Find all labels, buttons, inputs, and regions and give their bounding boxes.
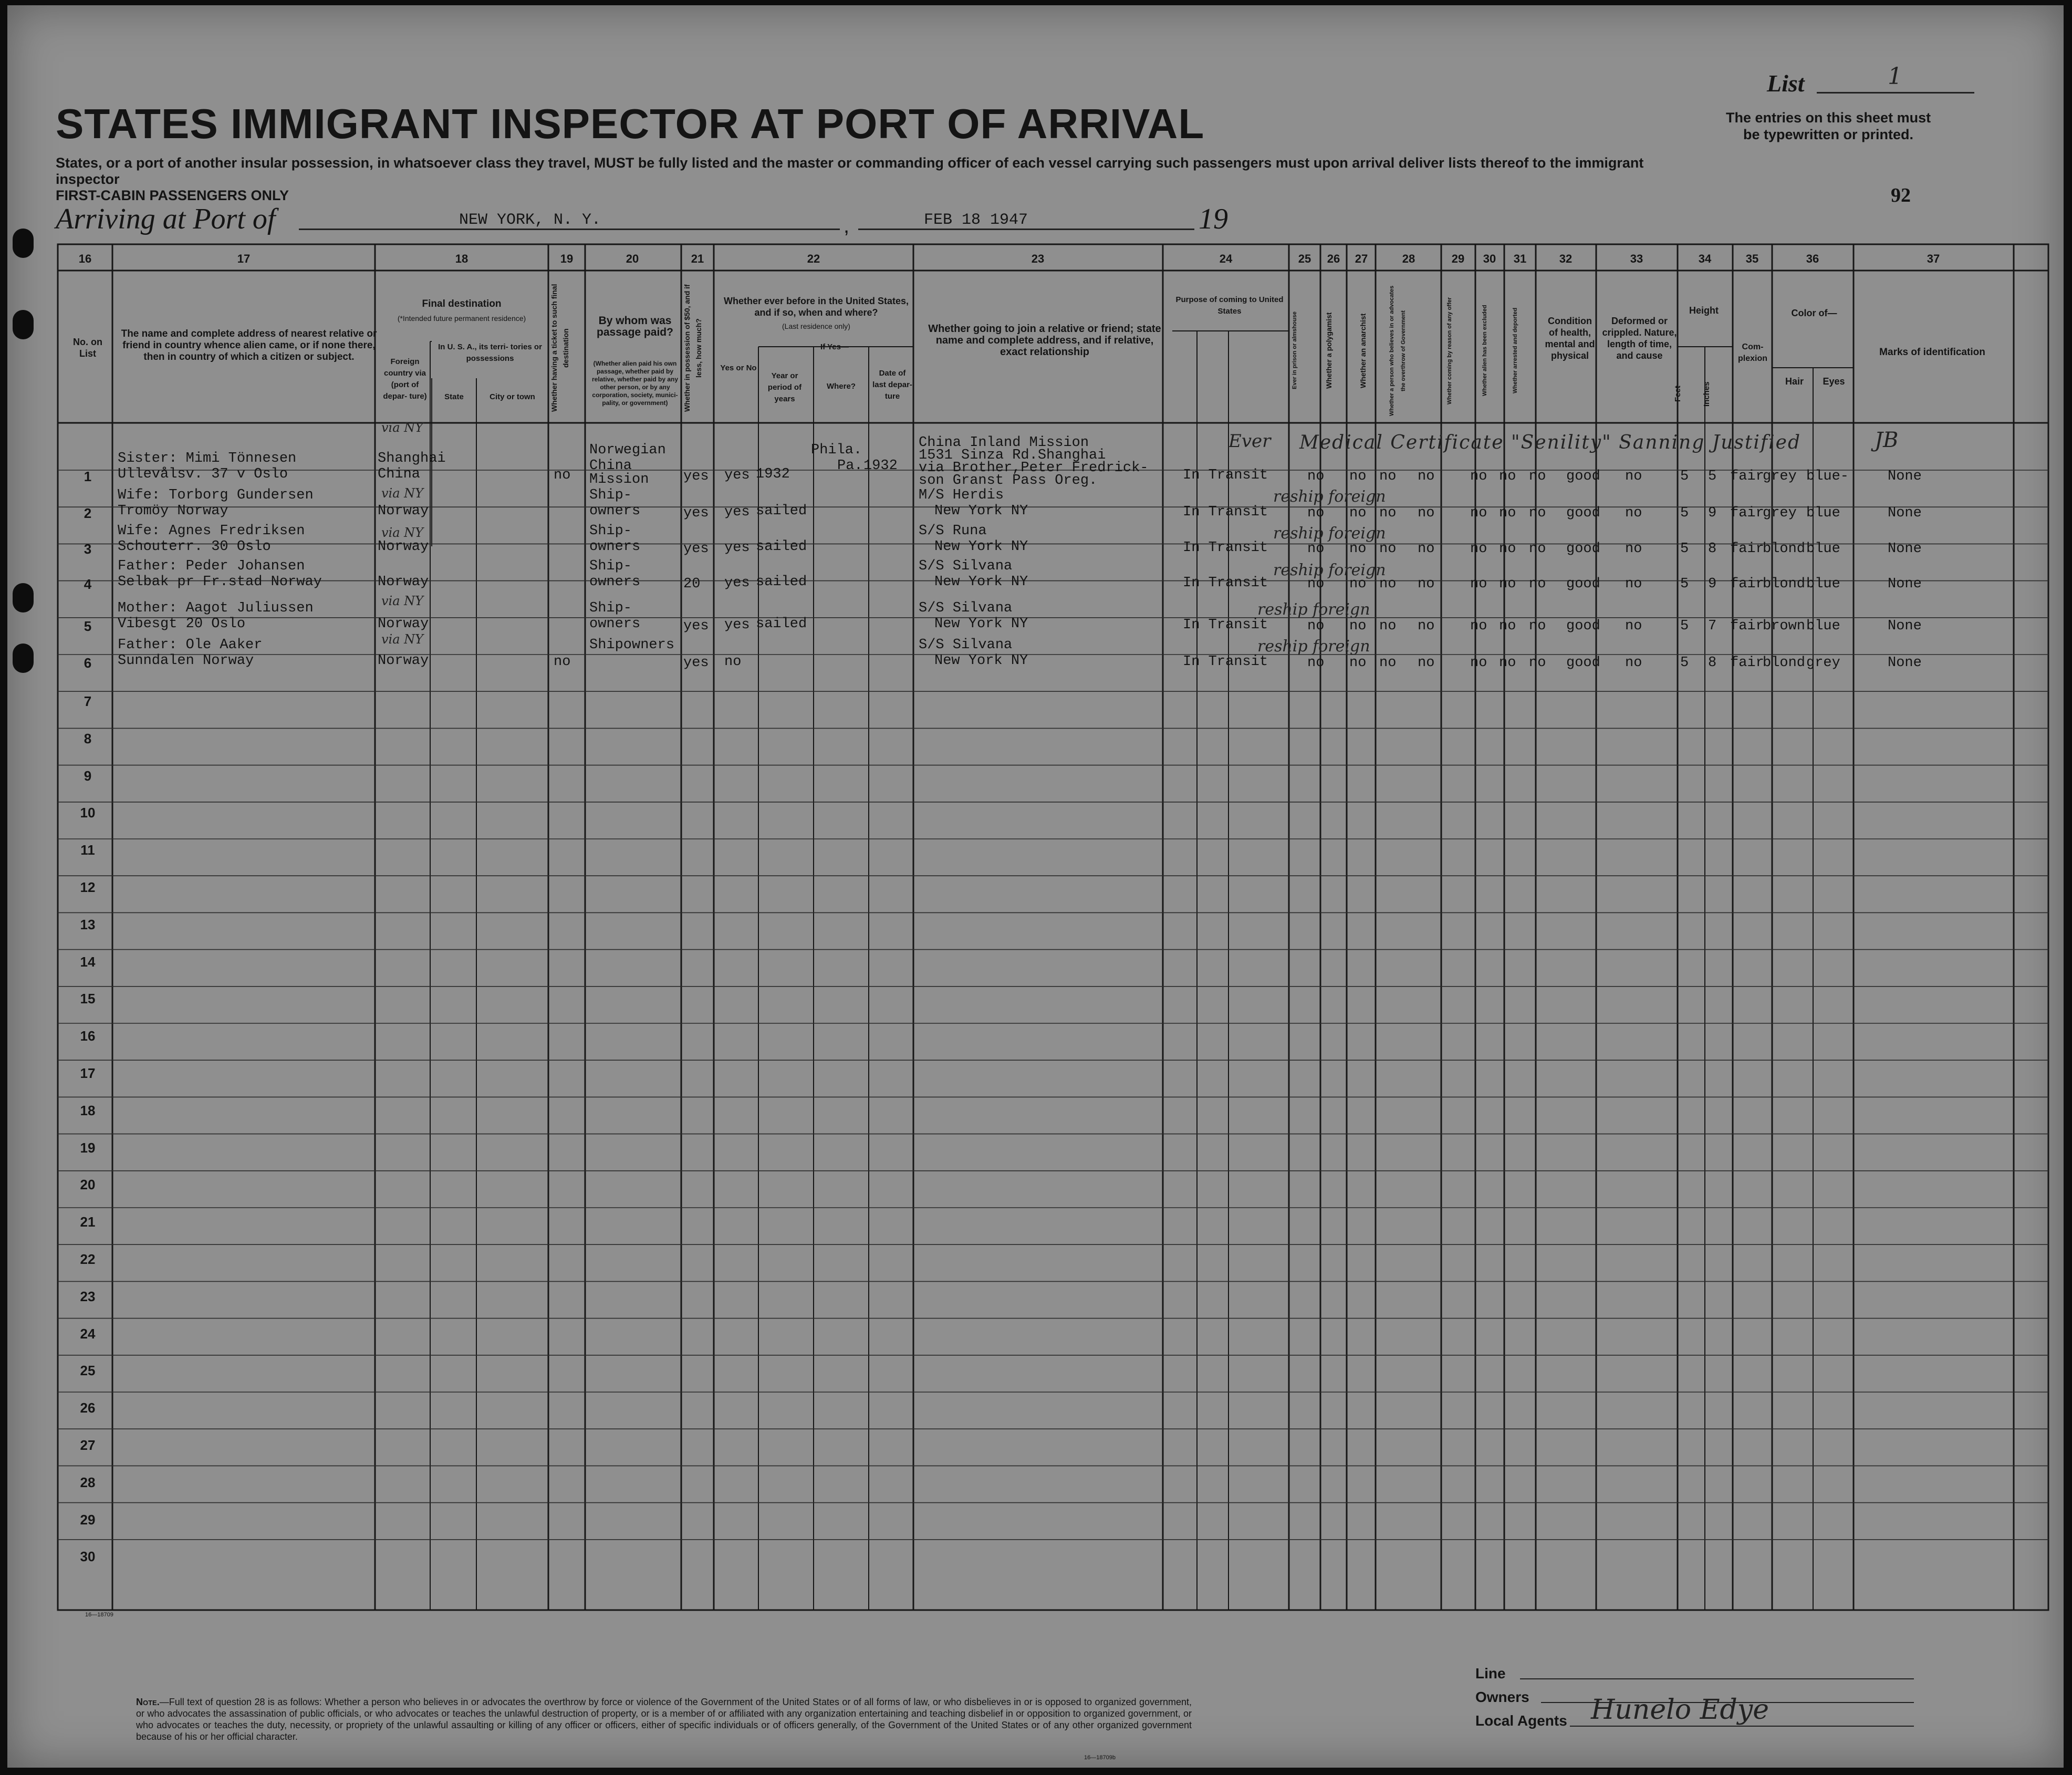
- list-note-line: The entries on this sheet must: [1726, 110, 1931, 126]
- col18-subheader: (*Intended future permanent residence): [397, 314, 526, 323]
- foreign-country: Norway: [378, 653, 429, 669]
- col28-header: Whether a person who believes in or advocates the overthrow of Government: [1389, 285, 1407, 416]
- col22-year-header: Year or period of years: [767, 371, 802, 403]
- deformed-value: no: [1625, 541, 1642, 557]
- hair-color: blond: [1763, 655, 1806, 671]
- passage-paid: Mission: [589, 472, 649, 487]
- height-inches: 5: [1708, 469, 1717, 484]
- health-value: good: [1566, 576, 1600, 592]
- joining-info: son Granst Pass Oreg.: [919, 473, 1098, 489]
- relative-address: Ullevålsv. 37 v Oslo: [118, 466, 288, 482]
- row-number: 2: [84, 505, 92, 521]
- health-value: good: [1566, 469, 1600, 484]
- relative-name: Mother: Aagot Juliussen: [118, 600, 314, 616]
- height-inches: 8: [1708, 541, 1717, 557]
- row-number: 30: [80, 1549, 96, 1565]
- handwritten-annotation: via NY: [381, 594, 424, 608]
- column-number: 37: [1927, 252, 1940, 265]
- purpose-value: In Transit: [1183, 654, 1268, 670]
- col25-header: Ever in prison or almshouse: [1292, 312, 1298, 390]
- list-label: List: [1767, 70, 1805, 97]
- col26-header: Whether a polygamist: [1325, 312, 1333, 389]
- excluded-value: no: [1499, 576, 1516, 592]
- overthrow-value: no: [1418, 576, 1435, 592]
- col17-header: The name and complete address of nearest relative or friend in country whence alien came, or if none there, then in country of which a citizen or subject.: [121, 328, 377, 362]
- comma-separator: ,: [844, 214, 850, 237]
- deported-value: no: [1529, 618, 1546, 634]
- row-number: 6: [84, 655, 92, 671]
- column-number: 19: [560, 252, 574, 265]
- joining-info: S/S Silvana: [919, 558, 1013, 574]
- column-number: 29: [1451, 252, 1465, 265]
- year-prefix: 19: [1199, 203, 1228, 235]
- passage-paid: Norwegian: [589, 442, 666, 458]
- column-number: 21: [691, 252, 704, 265]
- prison-value: no: [1307, 618, 1325, 634]
- overthrow-value: no: [1418, 505, 1435, 521]
- identification-marks: None: [1888, 576, 1922, 592]
- hair-color: grey: [1763, 469, 1797, 484]
- where-value: Pa.: [837, 458, 863, 474]
- col30-header: Whether alien has been excluded: [1482, 305, 1488, 397]
- hair-color: grey: [1763, 505, 1797, 521]
- row-number: 24: [80, 1325, 96, 1342]
- identification-marks: None: [1888, 505, 1922, 521]
- identification-marks: None: [1888, 655, 1922, 671]
- col33-header: Deformed or crippled. Nature, length of time, and cause: [1602, 316, 1677, 361]
- col36-hair-header: Hair: [1785, 376, 1804, 387]
- identification-marks: None: [1888, 469, 1922, 484]
- joining-info: China Inland Mission: [919, 435, 1089, 451]
- relative-address: Vibesgt 20 Oslo: [118, 616, 246, 632]
- passage-paid: China: [589, 458, 632, 474]
- fifty-dollars-value: yes: [683, 505, 709, 521]
- offer-value: no: [1470, 618, 1487, 634]
- identification-marks: None: [1888, 541, 1922, 557]
- handwritten-annotation: Ever: [1228, 431, 1271, 452]
- relative-name: Father: Peder Johansen: [118, 558, 305, 574]
- row-number: 22: [80, 1251, 96, 1267]
- prison-value: no: [1307, 576, 1325, 592]
- health-value: good: [1566, 505, 1600, 521]
- page-title: STATES IMMIGRANT INSPECTOR AT PORT OF ARRIVAL: [56, 100, 1205, 147]
- row-number: 12: [80, 879, 96, 895]
- row-number: 7: [84, 693, 92, 709]
- row-number: 3: [84, 541, 92, 557]
- purpose-value: In Transit: [1183, 617, 1268, 633]
- height-feet: 5: [1680, 576, 1689, 592]
- page-number: 92: [1891, 184, 1911, 206]
- form-number: 16—18709: [85, 1612, 113, 1618]
- joining-info: via Brother,Peter Fredrick-: [919, 460, 1149, 476]
- col22-where-header: Where?: [826, 382, 856, 391]
- handwritten-annotation: reship foreign: [1273, 524, 1386, 543]
- year-value: 1932: [756, 466, 790, 482]
- column-number: 17: [237, 252, 251, 265]
- foreign-country: China: [378, 466, 421, 482]
- height-inches: 9: [1708, 576, 1717, 592]
- relative-name: Wife: Torborg Gundersen: [118, 487, 314, 503]
- excluded-value: no: [1499, 505, 1516, 521]
- passage-paid: owners: [589, 574, 641, 590]
- offer-value: no: [1470, 541, 1487, 557]
- row-number: 28: [80, 1474, 96, 1490]
- polygamist-value: no: [1349, 505, 1367, 521]
- column-number: 33: [1630, 252, 1643, 265]
- hair-color: blond: [1763, 541, 1806, 557]
- passage-paid: owners: [589, 539, 641, 555]
- fifty-dollars-value: yes: [683, 618, 709, 634]
- health-value: good: [1566, 541, 1600, 557]
- hair-color: blond: [1763, 576, 1806, 592]
- joining-info: New York NY: [934, 574, 1028, 590]
- eye-color: grey: [1806, 655, 1840, 671]
- polygamist-value: no: [1349, 541, 1367, 557]
- row-number: 26: [80, 1400, 96, 1416]
- manifest-sheet: [7, 5, 2064, 1768]
- joining-info: S/S Silvana: [919, 600, 1013, 616]
- line-label: Line: [1475, 1665, 1506, 1681]
- handwritten-annotation: via NY: [381, 420, 424, 435]
- complexion-value: fair: [1730, 576, 1764, 592]
- joining-info: S/S Silvana: [919, 637, 1013, 653]
- offer-value: no: [1470, 655, 1487, 671]
- foreign-country: Norway: [378, 503, 429, 519]
- prison-value: no: [1307, 469, 1325, 484]
- col18-city-header: City or town: [490, 392, 535, 401]
- joining-info: S/S Runa: [919, 523, 987, 539]
- hair-color: brown: [1763, 618, 1806, 634]
- column-number: 36: [1806, 252, 1819, 265]
- overthrow-value: no: [1418, 655, 1435, 671]
- joining-info: New York NY: [934, 503, 1028, 519]
- note-form-number: 16—18709b: [1084, 1755, 1116, 1761]
- joining-info: 1531 Sinza Rd.Shanghai: [919, 448, 1106, 463]
- health-value: good: [1566, 655, 1600, 671]
- before-in-us: yes: [724, 468, 750, 483]
- passage-paid: Ship-: [589, 600, 632, 616]
- purpose-value: In Transit: [1183, 504, 1268, 520]
- excluded-value: no: [1499, 541, 1516, 557]
- deformed-value: no: [1625, 576, 1642, 592]
- column-number: 20: [626, 252, 639, 265]
- polygamist-value: no: [1349, 576, 1367, 592]
- handwritten-annotation: via NY: [381, 632, 424, 647]
- row-number: 20: [80, 1177, 96, 1193]
- where-value: Phila.: [811, 442, 862, 458]
- passage-paid: Ship-: [589, 558, 632, 574]
- col18-state-header: State: [444, 392, 464, 401]
- passage-paid: Ship-: [589, 487, 632, 503]
- row-number: 21: [80, 1214, 96, 1230]
- anarchist-value: no: [1379, 655, 1397, 671]
- row-number: 16: [80, 1028, 96, 1044]
- overthrow-value: no: [1418, 541, 1435, 557]
- question-28-note: [136, 1696, 1192, 1742]
- column-number: 32: [1559, 252, 1573, 265]
- before-in-us: yes: [724, 504, 750, 520]
- col16-header: No. on List: [73, 337, 102, 359]
- prison-value: no: [1307, 655, 1325, 671]
- handwritten-annotation: reship foreign: [1257, 600, 1370, 619]
- col32-header: Condition of health, mental and physical: [1545, 316, 1595, 361]
- purpose-value: In Transit: [1183, 468, 1268, 483]
- anarchist-value: no: [1379, 469, 1397, 484]
- col36-eyes-header: Eyes: [1823, 376, 1845, 387]
- year-value: sailed: [756, 574, 807, 590]
- row-number: 17: [80, 1065, 96, 1081]
- height-feet: 5: [1680, 618, 1689, 634]
- agents-label: Local Agents: [1475, 1712, 1567, 1729]
- col22-subheader: (Last residence only): [782, 322, 850, 330]
- relative-name: Wife: Agnes Fredriksen: [118, 523, 305, 539]
- port-value: NEW YORK, N. Y.: [459, 211, 601, 229]
- row-number: 29: [80, 1511, 96, 1528]
- ticket-value: no: [554, 654, 571, 670]
- offer-value: no: [1470, 469, 1487, 484]
- anarchist-value: no: [1379, 618, 1397, 634]
- anarchist-value: no: [1379, 576, 1397, 592]
- column-number: 34: [1698, 252, 1712, 265]
- anarchist-value: no: [1379, 541, 1397, 557]
- excluded-value: no: [1499, 618, 1516, 634]
- handwritten-annotation: JB: [1875, 428, 1899, 452]
- relative-address: Tromöy Norway: [118, 503, 228, 519]
- polygamist-value: no: [1349, 469, 1367, 484]
- col29-header: Whether coming by reason of any offer: [1446, 297, 1453, 404]
- before-in-us: yes: [724, 540, 750, 556]
- handwritten-annotation: via NY: [381, 486, 424, 501]
- polygamist-value: no: [1349, 618, 1367, 634]
- purpose-value: In Transit: [1183, 575, 1268, 591]
- col35-header: Com- plexion: [1737, 342, 1767, 363]
- col22-yesno-header: Yes or No: [720, 364, 757, 372]
- complexion-value: fair: [1730, 469, 1764, 484]
- column-number: 35: [1745, 252, 1759, 265]
- deformed-value: no: [1625, 505, 1642, 521]
- column-number: 24: [1219, 252, 1233, 265]
- eye-color: blue: [1806, 541, 1840, 557]
- col22-date-header: Date of last depar- ture: [872, 369, 912, 401]
- joining-info: New York NY: [934, 653, 1028, 669]
- row-number: 15: [80, 991, 96, 1007]
- foreign-country: Norway: [378, 574, 429, 590]
- year-value: sailed: [756, 616, 807, 632]
- col22-ifyes-header: If Yes—: [820, 342, 849, 351]
- instructions-line: States, or a port of another insular possession, in whatsoever class they travel, MUST be fully listed and the master or commanding officer of each vessel carrying such passengers must upon arrival deliver lists thereof to the immigrant inspector: [56, 155, 1644, 187]
- relative-address: Schouterr. 30 Oslo: [118, 539, 271, 555]
- note-label: Note.: [136, 1697, 160, 1707]
- col18-header: Final destination: [422, 298, 502, 309]
- handwritten-annotation: reship foreign: [1273, 487, 1386, 506]
- prison-value: no: [1307, 505, 1325, 521]
- before-in-us: yes: [724, 617, 750, 633]
- row-number: 25: [80, 1363, 96, 1379]
- height-inches: 7: [1708, 618, 1717, 634]
- purpose-value: In Transit: [1183, 540, 1268, 556]
- column-number: 16: [78, 252, 92, 265]
- deported-value: no: [1529, 655, 1546, 671]
- complexion-value: fair: [1730, 505, 1764, 521]
- date-stamp: FEB 18 1947: [924, 211, 1028, 229]
- joining-info: M/S Herdis: [919, 487, 1004, 503]
- col27-header: Whether an anarchist: [1359, 313, 1367, 388]
- deported-value: no: [1529, 505, 1546, 521]
- height-feet: 5: [1680, 541, 1689, 557]
- col19-header: Whether having a ticket to such final destination: [550, 284, 570, 412]
- relative-address: Selbak pr Fr.stad Norway: [118, 574, 322, 590]
- column-number: 30: [1483, 252, 1496, 265]
- prison-value: no: [1307, 541, 1325, 557]
- class-label: FIRST-CABIN PASSENGERS ONLY: [56, 188, 289, 203]
- row-number: 18: [80, 1102, 96, 1118]
- row-number: 1: [84, 469, 92, 484]
- year-value: sailed: [756, 503, 807, 519]
- eye-color: blue-: [1806, 469, 1849, 484]
- handwritten-annotation: via NY: [381, 525, 424, 540]
- deported-value: no: [1529, 469, 1546, 484]
- eye-color: blue: [1806, 505, 1840, 521]
- anarchist-value: no: [1379, 505, 1397, 521]
- height-inches: 8: [1708, 655, 1717, 671]
- height-feet: 5: [1680, 469, 1689, 484]
- row-number: 11: [80, 842, 95, 858]
- agent-signature: Hunelo Edye: [1591, 1694, 1769, 1726]
- ticket-value: no: [554, 468, 571, 483]
- handwritten-annotation: Medical Certificate "Senility" Sanning Justified: [1299, 432, 1802, 453]
- column-number: 27: [1355, 252, 1368, 265]
- fifty-dollars-value: yes: [683, 655, 709, 671]
- row-number: 23: [80, 1288, 96, 1304]
- height-feet: 5: [1680, 655, 1689, 671]
- eye-color: blue: [1806, 618, 1840, 634]
- offer-value: no: [1470, 576, 1487, 592]
- passage-paid: Shipowners: [589, 637, 675, 653]
- col22-header: Whether ever before in the United States, and if so, when and where?: [723, 296, 909, 318]
- departure-date: 1932: [863, 458, 898, 474]
- row-number: 8: [84, 730, 92, 746]
- fifty-dollars-value: yes: [683, 541, 709, 557]
- row-number: 14: [80, 953, 96, 970]
- complexion-value: fair: [1730, 655, 1764, 671]
- before-in-us: yes: [724, 575, 750, 591]
- list-number: 1: [1888, 63, 1902, 90]
- table-grid: [7, 5, 2064, 1768]
- col18-foreign-header: Foreign country via (port of depar- ture): [383, 357, 427, 401]
- handwritten-annotation: reship foreign: [1257, 637, 1370, 656]
- passage-paid: owners: [589, 503, 641, 519]
- joining-info: New York NY: [934, 616, 1028, 632]
- row-number: 19: [80, 1139, 96, 1156]
- fifty-dollars-value: 20: [683, 576, 701, 592]
- passage-paid: Ship-: [589, 523, 632, 539]
- passage-paid: owners: [589, 616, 641, 632]
- deformed-value: no: [1625, 469, 1642, 484]
- column-number: 31: [1513, 252, 1527, 265]
- owners-label: Owners: [1475, 1689, 1529, 1705]
- line-underline: [1520, 1678, 1914, 1679]
- col36-header: Color of—: [1791, 308, 1837, 318]
- col34-header: Height: [1689, 305, 1719, 316]
- complexion-value: fair: [1730, 618, 1764, 634]
- col31-header: Whether arrested and deported: [1512, 307, 1518, 394]
- row-number: 13: [80, 916, 96, 932]
- arriving-label: Arriving at Port of: [56, 203, 276, 235]
- column-number: 22: [807, 252, 820, 265]
- joining-info: New York NY: [934, 539, 1028, 555]
- foreign-country: Norway: [378, 539, 429, 555]
- handwritten-annotation: reship foreign: [1273, 561, 1386, 579]
- note-text: —Full text of question 28 is as follows: Whether a person who believes in or advocates the overthrow by force or violence of the Government of the United States or of all forms of law, or who disbelieves in or is opposed to organized government, or who advocates the assassination of public officials, or who advocates or teaches the unlawful destruction of property, or is a member of or affiliated with any organization entertaining and teaching disbelief in or opposition to organized government, or who advocates or teaches the duty, necessity, or propriety of the unlawful assaulting or killing of any officer or officers, either of specific individuals or of officers generally, of the Government of the United States or of any other organized government because of his or her official character.: [136, 1697, 1192, 1742]
- before-in-us: no: [724, 654, 742, 670]
- col24-header: Purpose of coming to United States: [1175, 295, 1284, 316]
- health-value: good: [1566, 618, 1600, 634]
- fifty-dollars-value: yes: [683, 469, 709, 484]
- col34-feet-header: Feet: [1673, 386, 1682, 402]
- row-number: 10: [80, 805, 96, 821]
- row-number: 27: [80, 1437, 96, 1453]
- row-number: 5: [84, 618, 92, 634]
- deported-value: no: [1529, 541, 1546, 557]
- col18-usa-header: In U. S. A., its terri- tories or possessions: [438, 342, 542, 363]
- offer-value: no: [1470, 505, 1487, 521]
- row-number: 4: [84, 576, 92, 592]
- relative-name: Sister: Mimi Tönnesen: [118, 451, 297, 466]
- col21-header: Whether in possession of $50, and if less, how much?: [683, 284, 703, 412]
- deformed-value: no: [1625, 618, 1642, 634]
- column-number: 23: [1031, 252, 1045, 265]
- column-number: 25: [1298, 252, 1311, 265]
- complexion-value: fair: [1730, 541, 1764, 557]
- col20-header: By whom was passage paid?: [597, 315, 673, 338]
- height-inches: 9: [1708, 505, 1717, 521]
- via-port: Shanghai: [378, 451, 446, 466]
- excluded-value: no: [1499, 469, 1516, 484]
- overthrow-value: no: [1418, 469, 1435, 484]
- column-number: 26: [1327, 252, 1340, 265]
- excluded-value: no: [1499, 655, 1516, 671]
- column-number: 28: [1402, 252, 1415, 265]
- col34-inches-header: Inches: [1702, 381, 1711, 407]
- foreign-country: Norway: [378, 616, 429, 632]
- eye-color: blue: [1806, 576, 1840, 592]
- agents-underline: [1570, 1726, 1914, 1727]
- list-note-line: be typewritten or printed.: [1743, 127, 1914, 142]
- overthrow-value: no: [1418, 618, 1435, 634]
- deported-value: no: [1529, 576, 1546, 592]
- polygamist-value: no: [1349, 655, 1367, 671]
- height-feet: 5: [1680, 505, 1689, 521]
- col37-header: Marks of identification: [1879, 347, 1985, 358]
- column-number: 18: [455, 252, 468, 265]
- col23-header: Whether going to join a relative or friend; state name and complete address, and if relative, exact relationship: [928, 323, 1161, 358]
- relative-address: Sunndalen Norway: [118, 653, 254, 669]
- identification-marks: None: [1888, 618, 1922, 634]
- year-value: sailed: [756, 539, 807, 555]
- deformed-value: no: [1625, 655, 1642, 671]
- relative-name: Father: Ole Aaker: [118, 637, 263, 653]
- col20-subheader: (Whether alien paid his own passage, whether paid by relative, whether paid by any other person, or by any corporation, society, munici- pality, or government): [591, 360, 679, 407]
- row-number: 9: [84, 767, 92, 784]
